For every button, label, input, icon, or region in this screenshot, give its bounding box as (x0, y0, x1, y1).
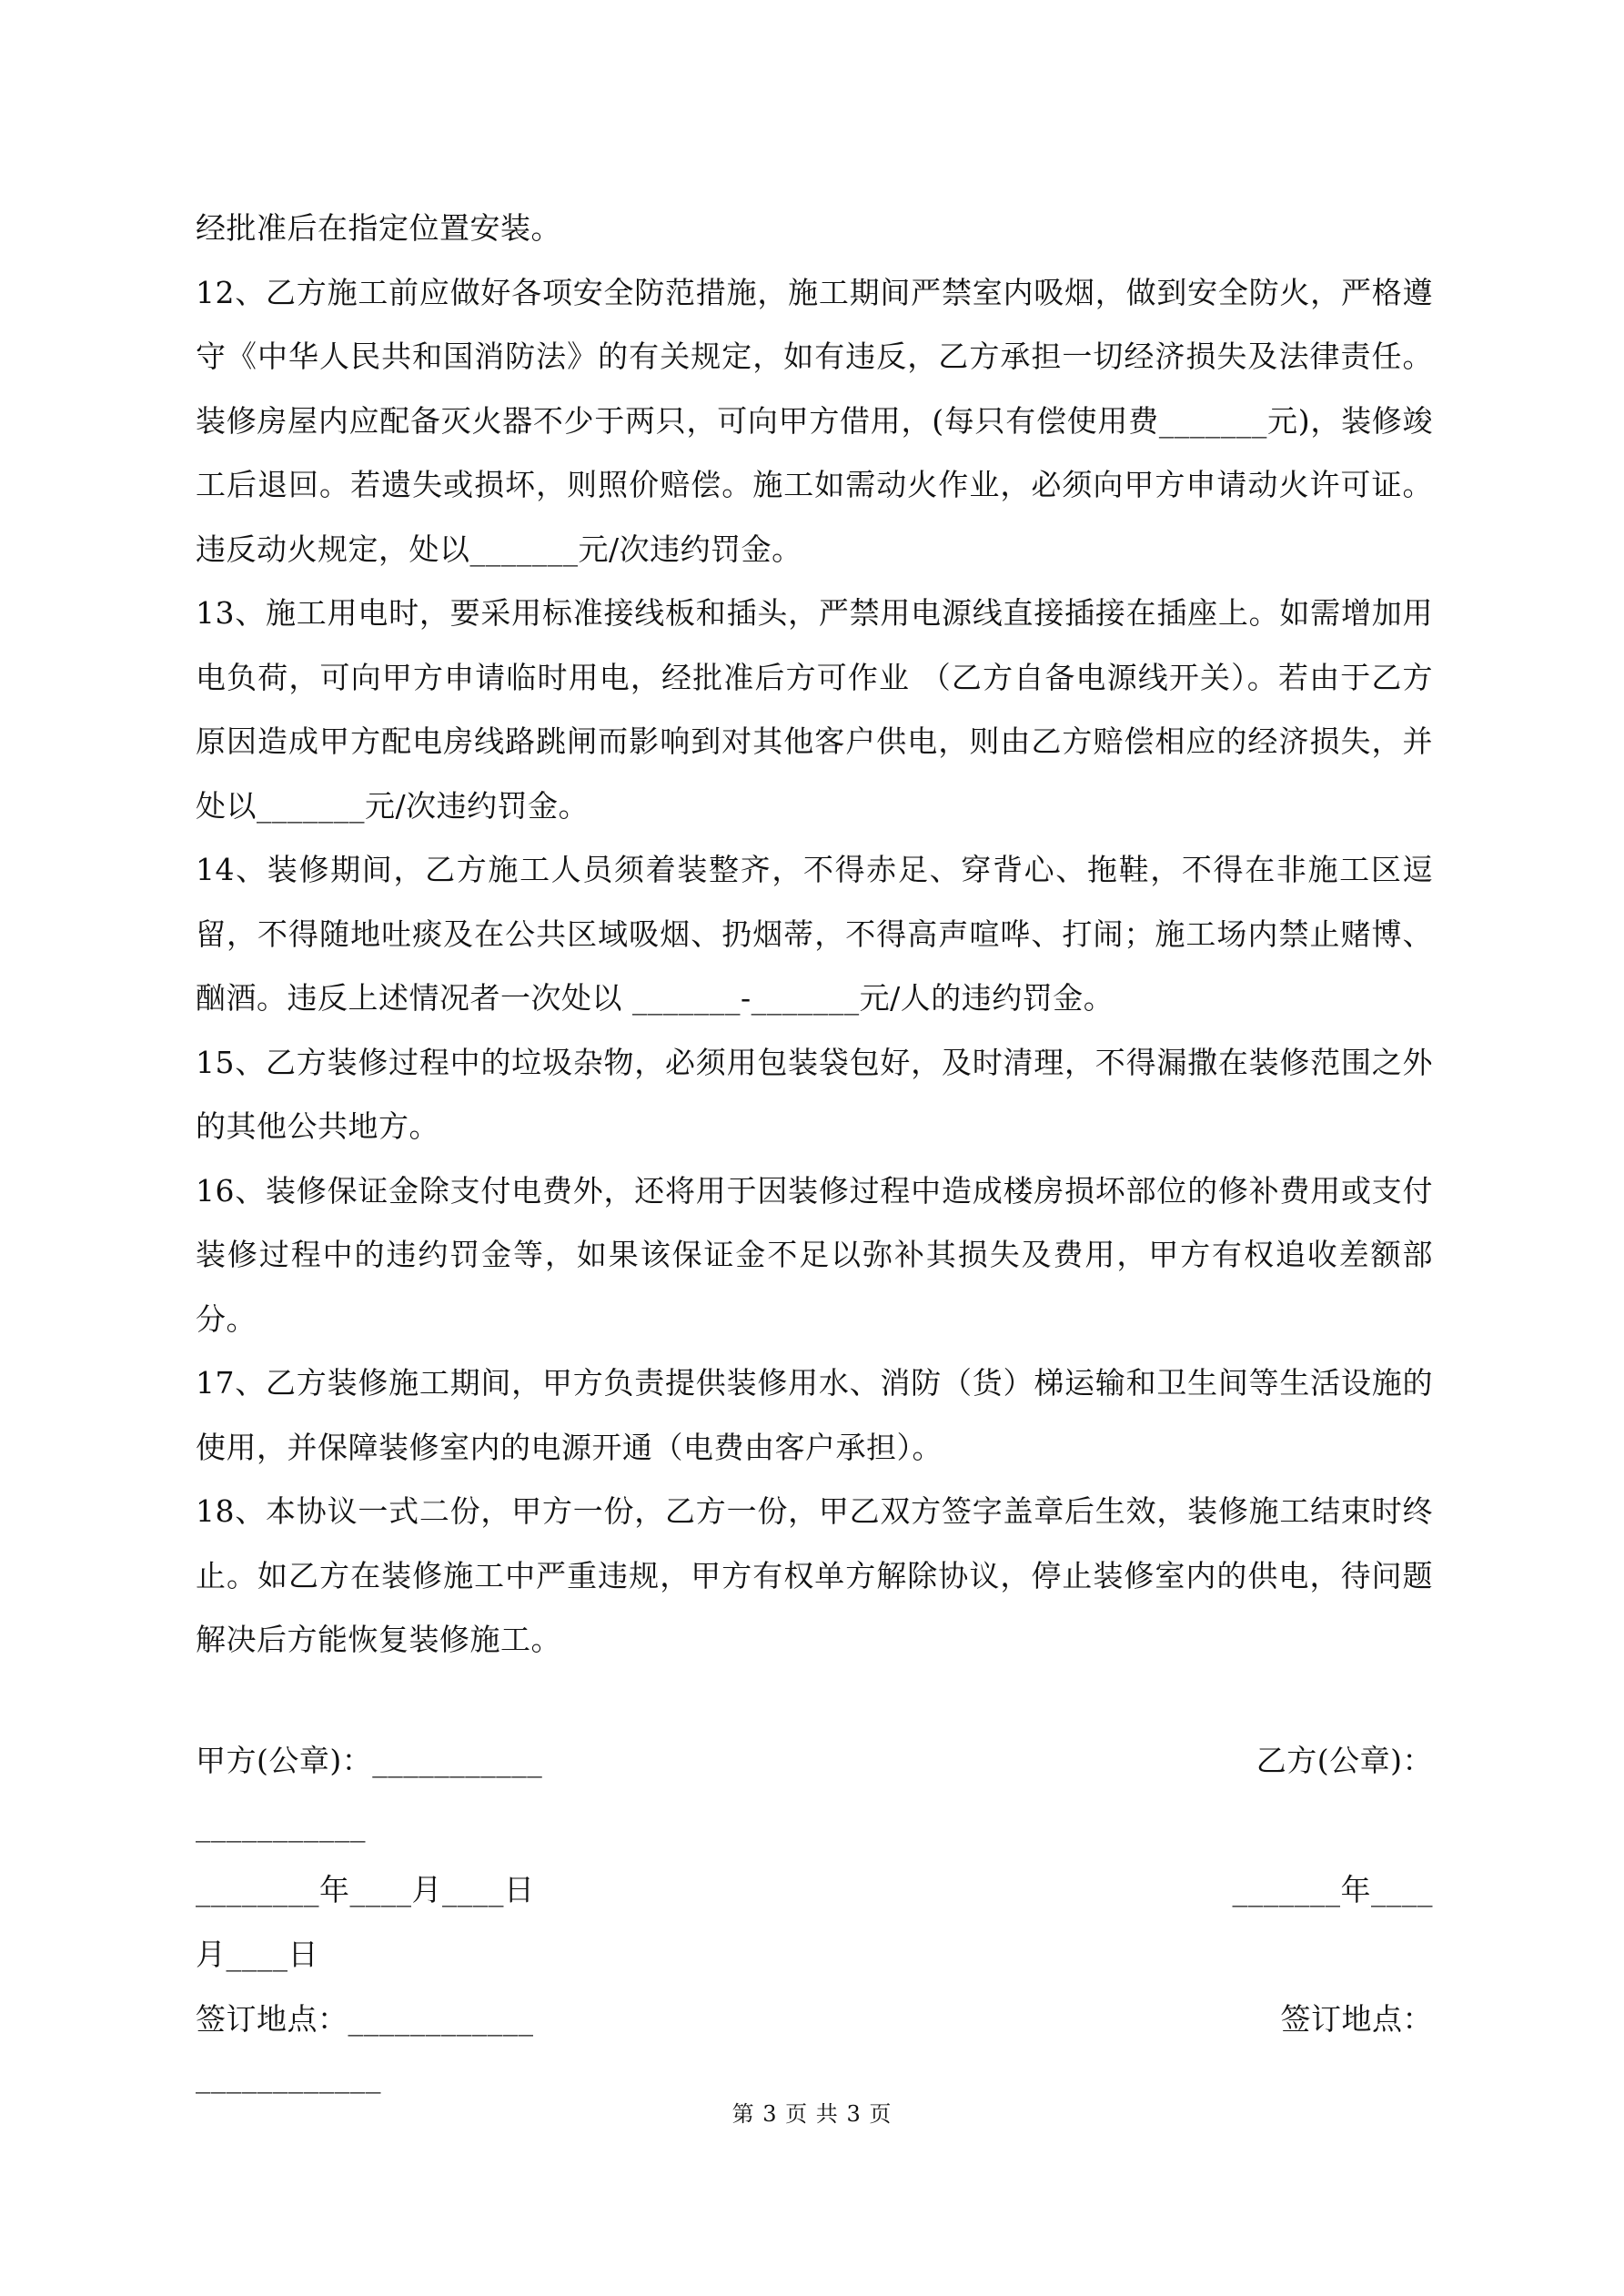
party-b-place-blank: ____________ (196, 2058, 381, 2094)
paragraph-18: 18、本协议一式二份，甲方一份，乙方一份，甲乙双方签字盖章后生效，装修施工结束时终止。如乙方在装修施工中严重违规，甲方有权单方解除协议，停止装修室内的供电，待问题解决后方能恢复装修施工。 (196, 1493, 1433, 1657)
paragraph-12: 12、乙方施工前应做好各项安全防范措施，施工期间严禁室内吸烟，做到安全防火，严格遵守《中华人民共和国消防法》的有关规定，如有违反，乙方承担一切经济损失及法律责任。装修房屋内应配备灭火器不少于两只，可向甲方借用，(每只有偿使用费_______元)，装修竣工后退回。若遗失或损坏，则照价赔偿。施工如需动火作业，必须向甲方申请动火许可证。违反动火规定，处以_______元/次违约罚金。 (196, 274, 1433, 567)
party-a-seal-line: 甲方(公章)：___________ (196, 1743, 543, 1778)
party-b-date-continuation: 月____日 (196, 1937, 318, 1972)
contract-body (196, 197, 1433, 1673)
paragraph-16: 16、装修保证金除支付电费外，还将用于因装修过程中造成楼房损坏部位的修补费用或支付装修过程中的违约罚金等，如果该保证金不足以弥补其损失及费用，甲方有权追收差额部分。 (196, 1172, 1433, 1337)
page-number-footer: 第 3 页 共 3 页 (731, 2101, 893, 2127)
party-b-seal-blank: ___________ (196, 1807, 366, 1843)
party-a-place-line: 签订地点：____________ (196, 2001, 534, 2037)
paragraph-14: 14、装修期间，乙方施工人员须着装整齐，不得赤足、穿背心、拖鞋，不得在非施工区逗留，不得随地吐痰及在公共区域吸烟、扔烟蒂，不得高声喧哗、打闹；施工场内禁止赌博、酗酒。违反上述情况者一次处以 _______-_______元/人的违约罚金。 (196, 852, 1433, 1016)
paragraph-15: 15、乙方装修过程中的垃圾杂物，必须用包装袋包好，及时清理，不得漏撒在装修范围之外的其他公共地方。 (196, 1044, 1433, 1144)
paragraph-11-continuation: 经批准后在指定位置安装。 (196, 210, 561, 246)
party-b-date-line: _______年____ (1232, 1872, 1433, 1907)
paragraph-13: 13、施工用电时，要采用标准接线板和插头，严禁用电源线直接插接在插座上。如需增加用电负荷，可向甲方申请临时用电，经批准后方可作业 （乙方自备电源线开关）。若由于乙方原因造成甲方配电房线路跳闸而影响到对其他客户供电，则由乙方赔偿相应的经济损失，并处以_______元/次违约罚金。 (196, 595, 1433, 824)
party-b-place-line: 签订地点： (1280, 2001, 1433, 2037)
party-a-date-line: ________年____月____日 (196, 1872, 535, 1907)
party-b-seal-line: 乙方(公章)： (1256, 1743, 1433, 1778)
paragraph-17: 17、乙方装修施工期间，甲方负责提供装修用水、消防（货）梯运输和卫生间等生活设施的使用，并保障装修室内的电源开通（电费由客户承担）。 (196, 1365, 1433, 1465)
